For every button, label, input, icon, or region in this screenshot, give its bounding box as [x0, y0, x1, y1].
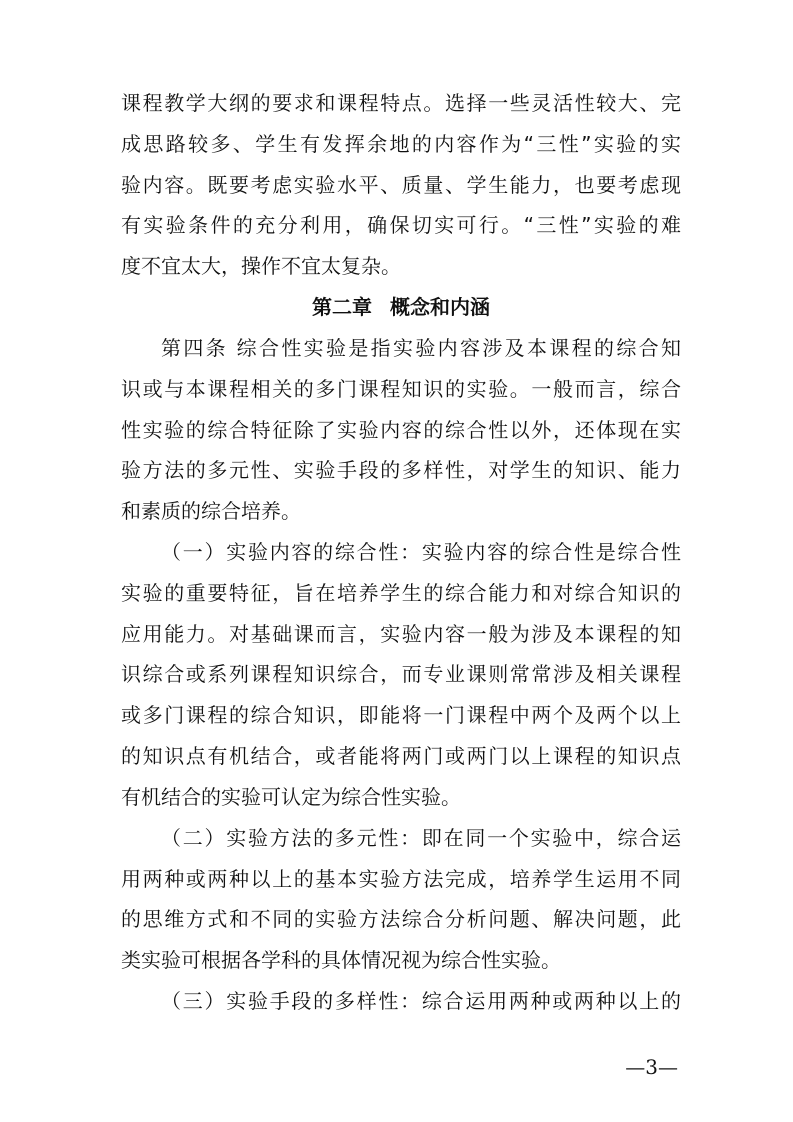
item-1-line: 有机结合的实验可认定为综合性实验。 — [121, 785, 461, 809]
item-1-line: 识综合或系列课程知识综合，而专业课则常常涉及相关课程 — [121, 662, 681, 686]
article-4-line: 验方法的多元性、实验手段的多样性，对学生的知识、能力 — [121, 458, 681, 482]
item-2-line: 类实验可根据各学科的具体情况视为综合性实验。 — [121, 948, 561, 972]
article-4-line: 性实验的综合特征除了实验内容的综合性以外，还体现在实 — [121, 418, 681, 442]
article-4-line: 和素质的综合培养。 — [121, 499, 301, 523]
item-2-line: 的思维方式和不同的实验方法综合分析问题、解决问题，此 — [121, 907, 681, 931]
paragraph-line: 课程教学大纲的要求和课程特点。选择一些灵活性较大、完 — [121, 91, 681, 115]
item-1-line: 实验的重要特征，旨在培养学生的综合能力和对综合知识的 — [121, 581, 681, 605]
paragraph-line: 成思路较多、学生有发挥余地的内容作为“三性”实验的实 — [121, 132, 681, 156]
article-4-line: 第四条 综合性实验是指实验内容涉及本课程的综合知 — [161, 336, 681, 360]
item-1-line: 的知识点有机结合，或者能将两门或两门以上课程的知识点 — [121, 744, 681, 768]
chapter-number: 第二章 — [312, 295, 372, 319]
item-1-line: （一）实验内容的综合性：实验内容的综合性是综合性 — [161, 540, 681, 564]
page-number: —3— — [625, 1055, 678, 1079]
paragraph-line: 有实验条件的充分利用，确保切实可行。“三性”实验的难 — [121, 213, 681, 237]
chapter-title: 概念和内涵 — [390, 295, 490, 319]
paragraph-line: 度不宜太大，操作不宜太复杂。 — [121, 254, 401, 278]
chapter-heading — [121, 284, 681, 330]
item-1-line: 应用能力。对基础课而言，实验内容一般为涉及本课程的知 — [121, 622, 681, 646]
item-2-line: （二）实验方法的多元性：即在同一个实验中，综合运 — [161, 826, 681, 850]
article-4-line: 识或与本课程相关的多门课程知识的实验。一般而言，综合 — [121, 377, 681, 401]
item-2-line: 用两种或两种以上的基本实验方法完成，培养学生运用不同 — [121, 867, 681, 891]
paragraph-line: 验内容。既要考虑实验水平、质量、学生能力，也要考虑现 — [121, 173, 681, 197]
item-1-line: 或多门课程的综合知识，即能将一门课程中两个及两个以上 — [121, 703, 681, 727]
item-3-line: （三）实验手段的多样性：综合运用两种或两种以上的 — [161, 989, 681, 1013]
